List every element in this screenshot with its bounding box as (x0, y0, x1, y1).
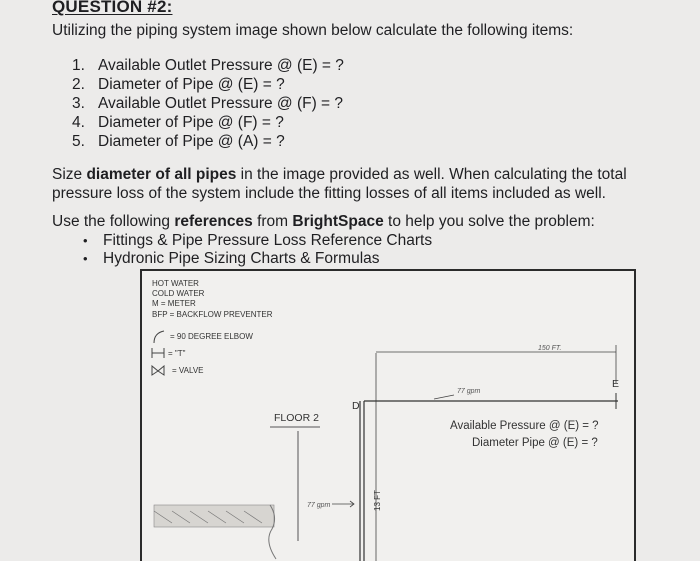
legend-cold-water: COLD WATER (152, 289, 205, 298)
legend-valve: = VALVE (172, 366, 204, 375)
question-intro: Utilizing the piping system image shown below calculate the following items: (52, 22, 574, 39)
list-item: • Hydronic Pipe Sizing Charts & Formulas (83, 250, 380, 267)
bullet-icon: • (83, 251, 88, 266)
question-title: QUESTION #2: (52, 0, 173, 16)
legend-elbow: = 90 DEGREE ELBOW (170, 332, 253, 341)
gpm-top-label: 77 gpm (457, 388, 481, 395)
distance-150-label: 150 FT. (538, 345, 562, 352)
legend-tee: = "T" (168, 349, 186, 358)
legend-meter: M = METER (152, 299, 196, 308)
piping-diagram-drawing (142, 271, 634, 561)
list-item: 2. Diameter of Pipe @ (E) = ? (72, 76, 285, 93)
flow-arrow-top (434, 395, 454, 399)
list-item: • Fittings & Pipe Pressure Loss Reference Charts (83, 232, 433, 249)
piping-diagram (140, 269, 636, 561)
tee-icon (152, 348, 164, 358)
list-item: 1. Available Outlet Pressure @ (E) = ? (72, 57, 344, 74)
list-item: 3. Available Outlet Pressure @ (F) = ? (72, 95, 344, 112)
references-intro: Use the following references from BrightSpace to help you solve the problem: (52, 213, 595, 230)
references-list (83, 232, 432, 268)
legend-hot-water: HOT WATER (152, 279, 199, 288)
ground-hatch (154, 505, 274, 527)
legend-backflow: BFP = BACKFLOW PREVENTER (152, 310, 273, 319)
available-pressure-label: Available Pressure @ (E) = ? (450, 420, 599, 432)
elbow-icon (154, 331, 164, 343)
floor-2-label: FLOOR 2 (274, 412, 319, 424)
valve-icon (152, 366, 164, 375)
list-item: 4. Diameter of Pipe @ (F) = ? (72, 114, 284, 131)
diameter-pipe-label: Diameter Pipe @ (E) = ? (472, 437, 598, 449)
bullet-icon: • (83, 233, 88, 248)
point-d-label: D (352, 400, 360, 412)
point-e-label: E (612, 378, 620, 390)
question-items-list (72, 56, 344, 151)
height-13-label: 13 FT (373, 490, 382, 511)
gpm-bottom-label: 77 gpm (307, 502, 331, 509)
sizing-instructions: Size diameter of all pipes in the image provided as well. When calculating the total pressure loss of the system include the fitting losses of all items included as well. (52, 166, 627, 202)
flow-arrow-bottom (332, 501, 354, 507)
list-item: 5. Diameter of Pipe @ (A) = ? (72, 133, 285, 150)
